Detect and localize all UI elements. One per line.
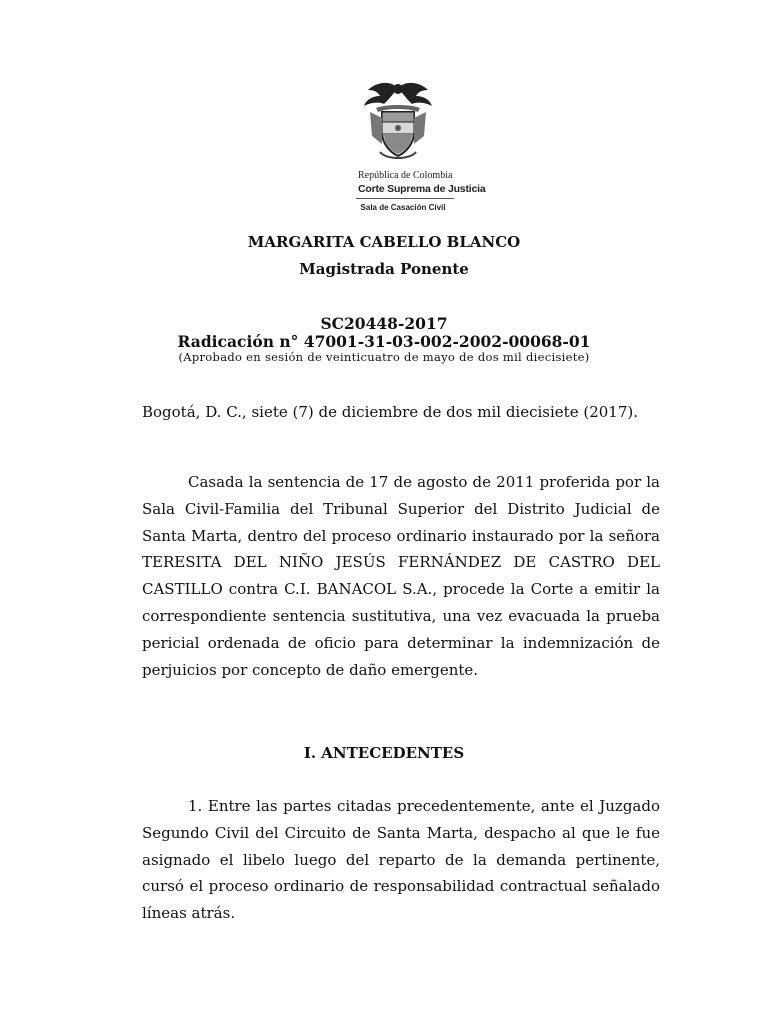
magistrate-name: MARGARITA CABELLO BLANCO [247, 233, 521, 251]
date-paragraph-text: Bogotá, D. C., siete (7) de diciembre de dos mil diecisiete (2017). [142, 403, 638, 421]
antecedentes-paragraph-text: 1. Entre las partes citadas precedentemente, ante el Juzgado Segundo Civil del Circuito de Santa Marta, despacho al que le fue asignado el libelo luego del reparto de la demanda pertinente, cursó el proceso ordinario de responsabilidad contractual señalado líneas atrás. [142, 797, 660, 923]
antecedentes-paragraph [142, 793, 660, 927]
magistrate-role: Magistrada Ponente [299, 260, 469, 278]
date-paragraph [142, 399, 660, 426]
main-paragraph [142, 469, 660, 683]
header-divider [356, 198, 454, 199]
institution-court: Corte Suprema de Justicia [358, 183, 486, 195]
institution-country: República de Colombia [358, 170, 453, 181]
section-title: I. ANTECEDENTES [303, 744, 465, 762]
case-approval-note: (Aprobado en sesión de veinticuatro de mayo de dos mil diecisiete) [178, 350, 590, 364]
case-radicacion: Radicación n° 47001-31-03-002-2002-00068-01 [177, 332, 591, 351]
case-code: SC20448-2017 [320, 314, 448, 333]
colombia-coat-of-arms-icon [362, 78, 434, 164]
institution-chamber: Sala de Casación Civil [360, 203, 446, 212]
main-paragraph-text: Casada la sentencia de 17 de agosto de 2011 proferida por la Sala Civil-Familia del Tribunal Superior del Distrito Judicial de Santa Marta, dentro del proceso ordinario instaurado por la señora TERESITA DEL NIÑO JESÚS FERNÁNDEZ DE CASTRO DEL CASTILLO contra C.I. BANACOL S.A., procede la Corte a emitir la correspondiente sentencia sustitutiva, una vez evacuada la prueba pericial ordenada de oficio para determinar la indemnización de perjuicios por concepto de daño emergente. [142, 473, 660, 679]
